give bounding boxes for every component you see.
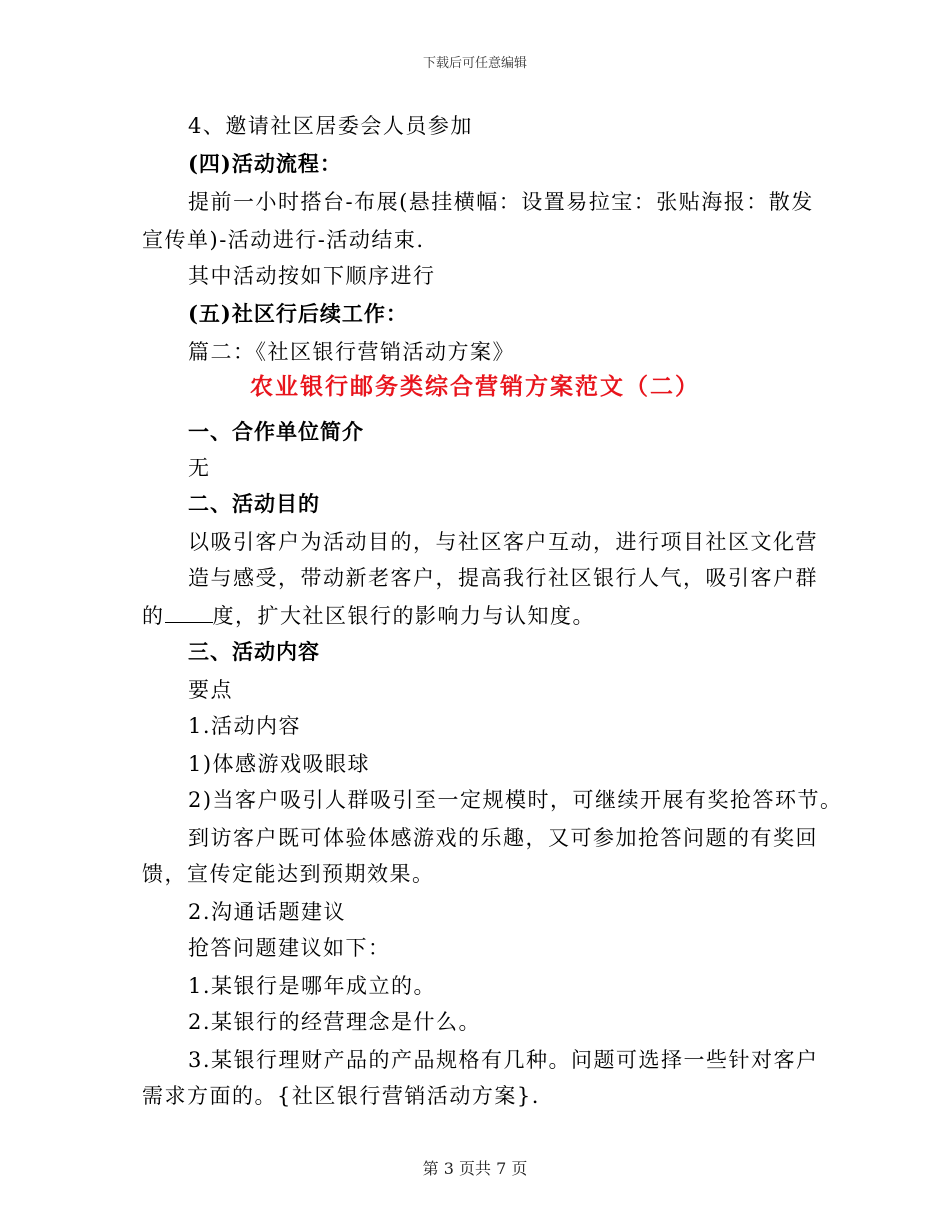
paragraph-line: 以吸引客户为活动目的，与社区客户互动，进行项目社区文化营 [188, 530, 818, 554]
paragraph-line: 需求方面的。{社区银行营销活动方案}. [142, 1084, 540, 1108]
paragraph-line: 到访客户既可体验体感游戏的乐趣，又可参加抢答问题的有奖回 [188, 826, 818, 850]
section-heading-process: (四)活动流程： [188, 151, 342, 176]
numbered-item: 1)体感游戏吸眼球 [188, 752, 371, 776]
paragraph-line: 馈，宣传定能达到预期效果。 [142, 862, 435, 886]
numbered-item: 3.某银行理财产品的产品规格有几种。问题可选择一些针对客户 [188, 1048, 819, 1072]
numbered-item: 2.某银行的经营理念是什么。 [188, 1010, 482, 1034]
numbered-item: 2.沟通话题建议 [188, 900, 347, 924]
paragraph-line: 宣传单)-活动进行-活动结束. [142, 228, 425, 252]
paragraph-line: 造与感受，带动新老客户，提高我行社区银行人气，吸引客户群 [188, 566, 818, 590]
paragraph-line: 抢答问题建议如下： [188, 936, 391, 960]
fill-in-blank [165, 602, 213, 623]
paragraph-line: 无 [188, 456, 211, 480]
page-footer: 第 3 页共 7 页 [422, 1159, 528, 1178]
paragraph-text: 的 [142, 604, 165, 628]
chapter-label: 篇二：《社区银行营销活动方案》 [188, 340, 515, 364]
paragraph-line-with-blank [142, 602, 595, 630]
numbered-item: 2)当客户吸引人群吸引至一定规模时，可继续开展有奖抢答环节。 [188, 788, 843, 812]
section-heading-content: 三、活动内容 [188, 639, 320, 664]
paragraph-line: 其中活动按如下顺序进行 [188, 264, 436, 288]
document-title: 农业银行邮务类综合营销方案范文（二） [250, 373, 700, 400]
numbered-item: 1.活动内容 [188, 714, 302, 738]
section-heading-partner: 一、合作单位简介 [188, 419, 364, 444]
section-heading-purpose: 二、活动目的 [188, 491, 320, 516]
paragraph-text: 度，扩大社区银行的影响力与认知度。 [212, 604, 595, 628]
numbered-item: 1.某银行是哪年成立的。 [188, 974, 437, 998]
list-item-invite: 4、邀请社区居委会人员参加 [188, 114, 473, 138]
page-header: 下载后可任意编辑 [422, 56, 527, 71]
paragraph-line: 要点 [188, 678, 233, 702]
section-heading-followup: (五)社区行后续工作： [188, 301, 408, 326]
paragraph-line: 提前一小时搭台-布展(悬挂横幅：设置易拉宝：张贴海报：散发 [188, 190, 814, 214]
